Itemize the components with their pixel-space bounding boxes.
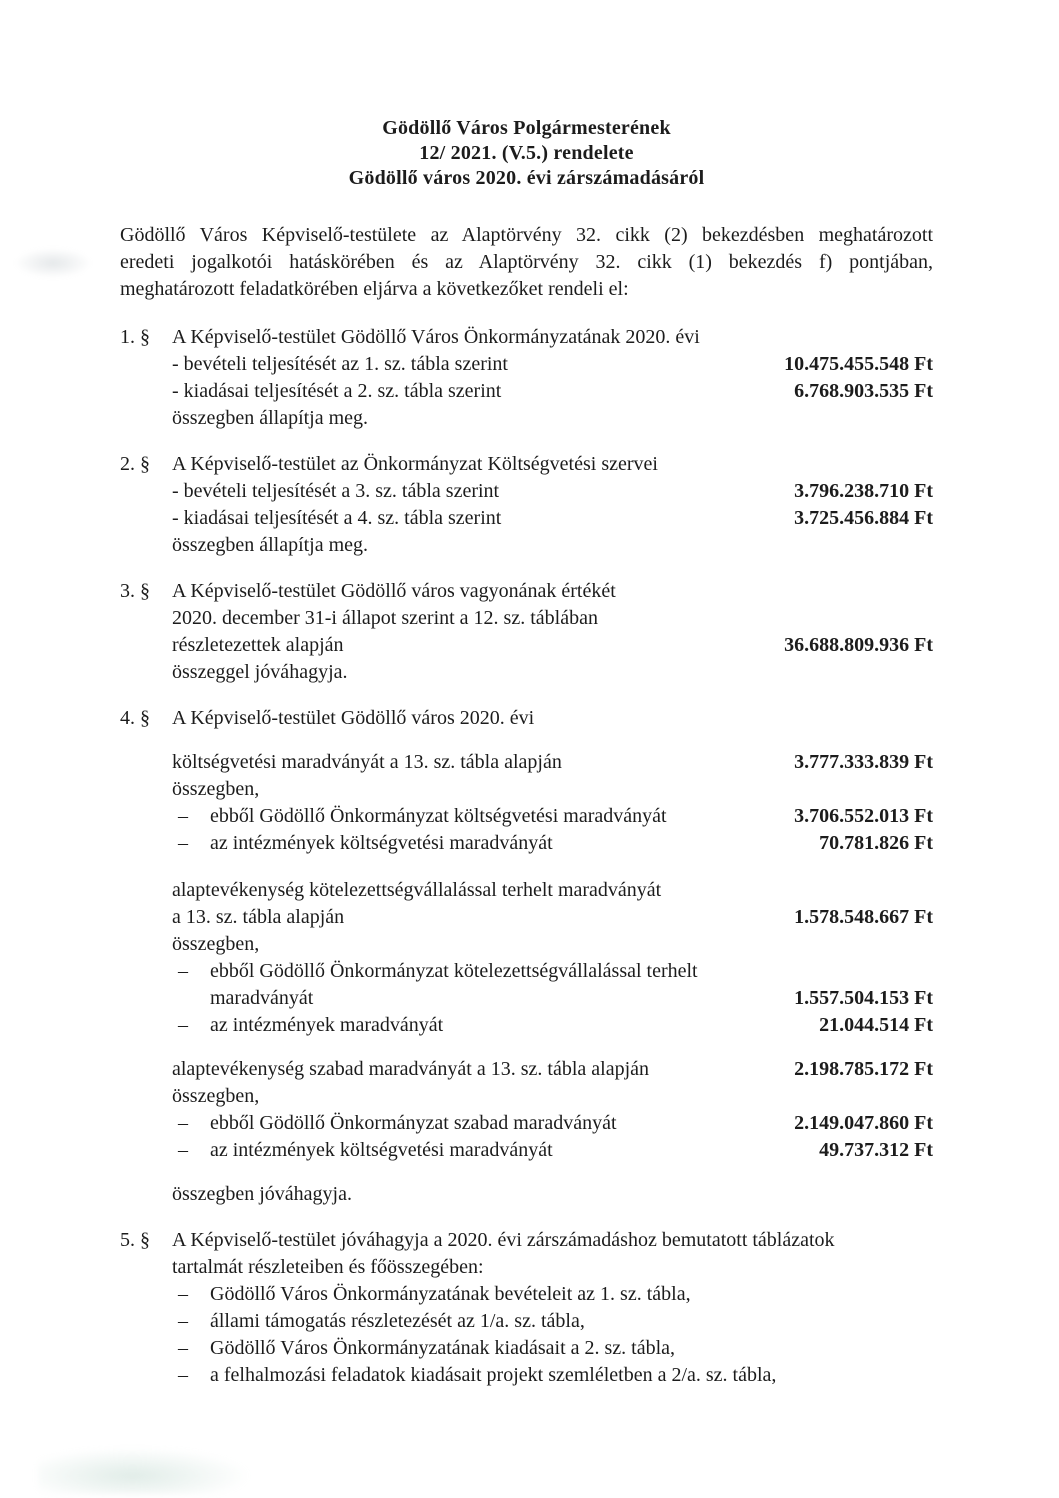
- bullet-label: ebből Gödöllő Önkormányzat kötelezettségvállalással terhelt: [210, 960, 698, 982]
- row-label: részletezettek alapján: [172, 634, 344, 656]
- text-line: tartalmát részleteiben és főösszegében:: [172, 1256, 484, 1278]
- row-label: a 13. sz. tábla alapján: [172, 906, 345, 928]
- amount-row: [172, 904, 933, 931]
- text-line: összegben,: [172, 1085, 260, 1107]
- text-line: összeggel jóváhagyja.: [172, 661, 348, 683]
- amount-row: [172, 478, 933, 505]
- section-4: [120, 705, 933, 1208]
- text-line: összegben állapítja meg.: [172, 407, 369, 429]
- scan-smudge: [38, 1448, 248, 1494]
- document-title: [120, 116, 933, 191]
- preamble-paragraph: [120, 222, 933, 303]
- bullet-continuation-row: [172, 985, 933, 1012]
- blank-space: [172, 1164, 933, 1181]
- section-number: 2. §: [120, 453, 150, 475]
- bullet-label: ebből Gödöllő Önkormányzat szabad maradványát: [210, 1112, 617, 1134]
- amount-row: [172, 749, 933, 776]
- bullet-item: [172, 803, 933, 830]
- bullet-item: [172, 1308, 933, 1335]
- bullet-label: Gödöllő Város Önkormányzatának bevételeit az 1. sz. tábla,: [210, 1283, 691, 1305]
- title-line: Gödöllő Város Polgármesterének: [382, 117, 671, 139]
- text-line: A Képviselő-testület Gödöllő város 2020. évi: [172, 707, 535, 729]
- amount-value: 36.688.809.936 Ft: [784, 634, 933, 656]
- bullet-dash: –: [178, 1139, 188, 1161]
- bullet-label: az intézmények költségvetési maradványát: [210, 832, 553, 854]
- bullet-label: a felhalmozási feladatok kiadásait projekt szemléletben a 2/a. sz. tábla,: [210, 1364, 777, 1386]
- text-line: összegben jóváhagyja.: [172, 1183, 352, 1205]
- bullet-label: ebből Gödöllő Önkormányzat költségvetési maradványát: [210, 805, 667, 827]
- bullet-dash: –: [178, 1014, 188, 1036]
- amount-row: [172, 1056, 933, 1083]
- bullet-item: [172, 1335, 933, 1362]
- text-line: összegben állapítja meg.: [172, 534, 369, 556]
- row-label: - bevételi teljesítését a 3. sz. tábla szerint: [172, 480, 500, 502]
- bullet-item: [172, 1110, 933, 1137]
- amount-value: 3.725.456.884 Ft: [794, 507, 933, 529]
- text-line: összegben,: [172, 933, 260, 955]
- row-label: maradványát: [210, 987, 314, 1009]
- text-line: A Képviselő-testület Gödöllő város vagyonának értékét: [172, 580, 616, 602]
- row-label: - kiadásai teljesítését a 2. sz. tábla szerint: [172, 380, 502, 402]
- blank-space: [172, 732, 933, 749]
- amount-row: [172, 632, 933, 659]
- row-label: költségvetési maradványát a 13. sz. tábla alapján: [172, 751, 562, 773]
- amount-value: 1.578.548.667 Ft: [794, 906, 933, 928]
- bullet-dash: –: [178, 1112, 188, 1134]
- bullet-item: [172, 1137, 933, 1164]
- amount-value: 2.149.047.860 Ft: [794, 1112, 933, 1134]
- bullet-label: állami támogatás részletezését az 1/a. sz. tábla,: [210, 1310, 585, 1332]
- section-2: [120, 451, 933, 559]
- text-line: A Képviselő-testület az Önkormányzat Költségvetési szervei: [172, 453, 658, 475]
- text-line: 2020. december 31-i állapot szerint a 12. sz. táblában: [172, 607, 598, 629]
- amount-value: 70.781.826 Ft: [819, 832, 933, 854]
- amount-value: 10.475.455.548 Ft: [784, 353, 933, 375]
- preamble-line: Gödöllő Város Képviselő-testülete az Alaptörvény 32. cikk (2) bekezdésben meghatározott: [120, 224, 933, 246]
- amount-value: 6.768.903.535 Ft: [794, 380, 933, 402]
- bullet-dash: –: [178, 832, 188, 854]
- bullet-item: [172, 1281, 933, 1308]
- document-content: [120, 116, 933, 1389]
- bullet-item: [172, 830, 933, 857]
- title-line: 12/ 2021. (V.5.) rendelete: [419, 142, 634, 164]
- amount-value: 3.777.333.839 Ft: [794, 751, 933, 773]
- section-number: 4. §: [120, 707, 150, 729]
- amount-value: 21.044.514 Ft: [819, 1014, 933, 1036]
- bullet-dash: –: [178, 1364, 188, 1386]
- text-line: alaptevékenység kötelezettségvállalással terhelt maradványát: [172, 879, 662, 901]
- amount-value: 3.706.552.013 Ft: [794, 805, 933, 827]
- bullet-label: az intézmények költségvetési maradványát: [210, 1139, 553, 1161]
- row-label: - kiadásai teljesítését a 4. sz. tábla szerint: [172, 507, 502, 529]
- section-number: 1. §: [120, 326, 150, 348]
- bullet-label: Gödöllő Város Önkormányzatának kiadásait a 2. sz. tábla,: [210, 1337, 676, 1359]
- bullet-dash: –: [178, 1310, 188, 1332]
- bullet-dash: –: [178, 805, 188, 827]
- amount-value: 49.737.312 Ft: [819, 1139, 933, 1161]
- bullet-label: az intézmények maradványát: [210, 1014, 444, 1036]
- blank-space: [172, 857, 933, 877]
- bullet-dash: –: [178, 1283, 188, 1305]
- text-line: A Képviselő-testület Gödöllő Város Önkormányzatának 2020. évi: [172, 326, 700, 348]
- title-line: Gödöllő város 2020. évi zárszámadásáról: [348, 167, 705, 189]
- text-line: A Képviselő-testület jóváhagyja a 2020. évi zárszámadáshoz bemutatott táblázatok: [172, 1229, 835, 1251]
- bullet-item: [172, 958, 933, 985]
- amount-value: 1.557.504.153 Ft: [794, 987, 933, 1009]
- bullet-dash: –: [178, 1337, 188, 1359]
- section-number: 3. §: [120, 580, 150, 602]
- amount-row: [172, 378, 933, 405]
- amount-value: 2.198.785.172 Ft: [794, 1058, 933, 1080]
- bullet-item: [172, 1362, 933, 1389]
- blank-space: [172, 1039, 933, 1056]
- preamble-line: meghatározott feladatkörében eljárva a következőket rendeli el:: [120, 278, 629, 300]
- section-5: [120, 1227, 933, 1389]
- amount-row: [172, 505, 933, 532]
- amount-row: [172, 351, 933, 378]
- amount-value: 3.796.238.710 Ft: [794, 480, 933, 502]
- section-1: [120, 324, 933, 432]
- section-3: [120, 578, 933, 686]
- text-line: összegben,: [172, 778, 260, 800]
- row-label: alaptevékenység szabad maradványát a 13. sz. tábla alapján: [172, 1058, 650, 1080]
- preamble-line: eredeti jogalkotói hatáskörében és az Alaptörvény 32. cikk (1) bekezdés f) pontjában,: [120, 251, 933, 273]
- bullet-item: [172, 1012, 933, 1039]
- section-number: 5. §: [120, 1229, 150, 1251]
- bullet-dash: –: [178, 960, 188, 982]
- row-label: - bevételi teljesítését az 1. sz. tábla szerint: [172, 353, 508, 375]
- scan-smudge: [14, 248, 92, 278]
